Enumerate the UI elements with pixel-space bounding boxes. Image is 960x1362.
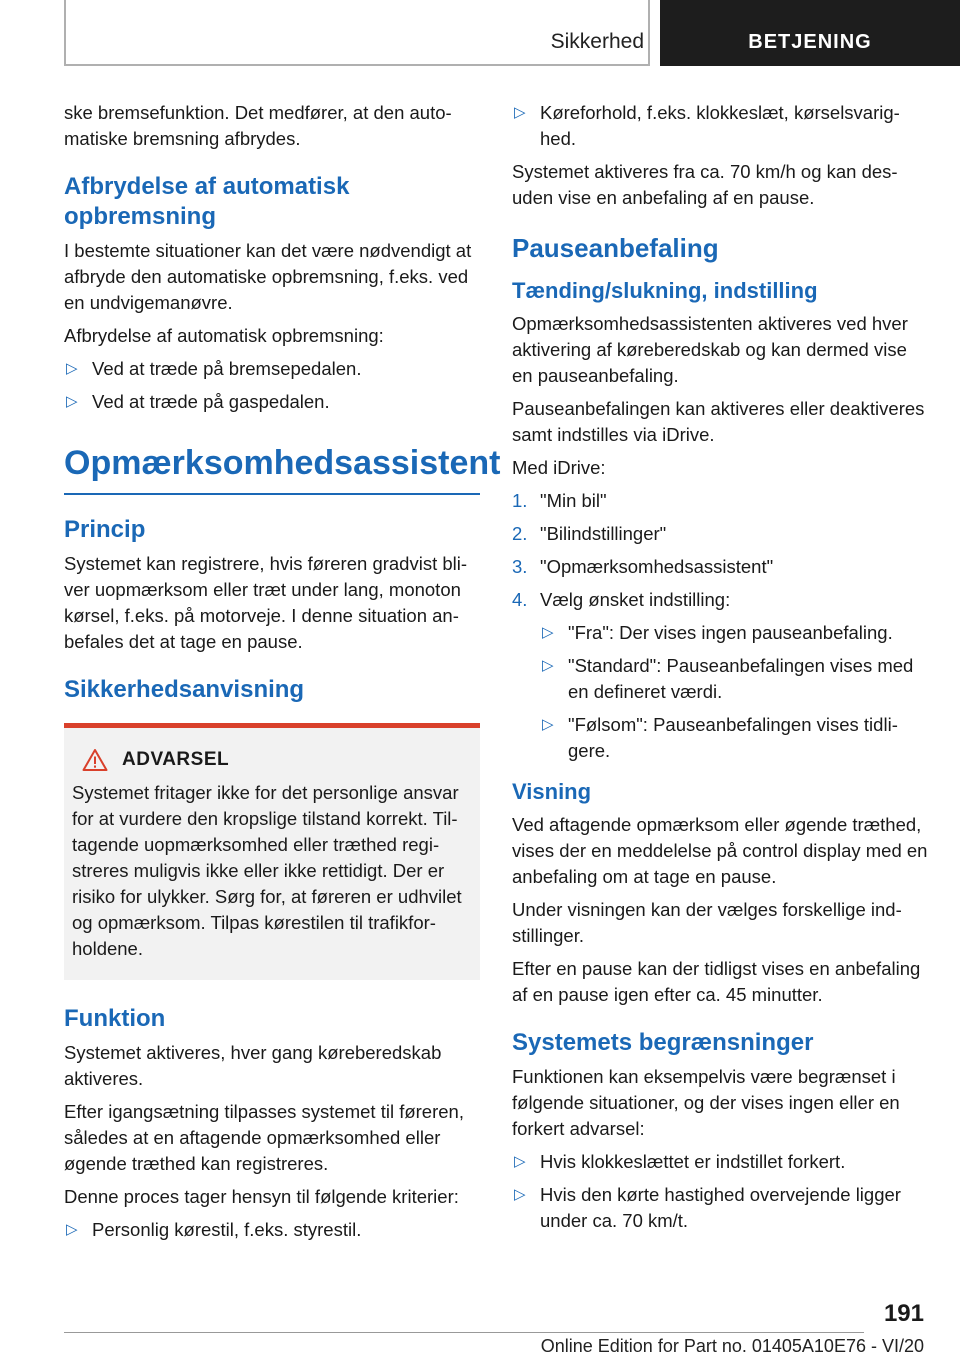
paragraph: Systemet aktiveres fra ca. 70 km/h og kan desuden vise en anbefaling af en pause. xyxy=(512,161,898,208)
paragraph: Ved aftagende opmærksom eller øgende træthed, vises der en meddelelse på control display med en anbefaling om at tage en pause. xyxy=(512,814,928,887)
bullet-list xyxy=(64,356,480,415)
heading-begraensninger: Systemets begrænsninger xyxy=(512,1029,814,1056)
heading-sikkerhed: Sikkerhedsanvisning xyxy=(64,676,305,703)
triangle-right-icon: ▷ xyxy=(66,360,78,377)
list-item: ▷ "Fra": Der vises ingen pauseanbefaling. xyxy=(540,620,928,646)
list-item: ▷ Hvis den kørte hastighed overvejende ligger under ca. 70 km/t. xyxy=(514,1184,901,1231)
chapter-tab: BETJENING xyxy=(660,0,960,66)
edition-text: Online Edition for Part no. 01405A10E76 - VI/20 xyxy=(540,1336,924,1356)
left-column xyxy=(64,100,501,1250)
step-list xyxy=(512,488,928,613)
warning-text: Systemet fritager ikke for det personlige ansvar for at vurdere den kropslige tilstand korrekt. Tiltagende uopmærksomhed eller træthed registreres muligvis ikke eller ikke rettidigt. Der er risiko for ulykker. Sørg for, at føreren er udhvilet og opmærksom. Tilpas kørestilen til trafikforholdene. xyxy=(72,782,462,959)
triangle-right-icon: ▷ xyxy=(514,1153,526,1170)
paragraph: Under visningen kan der vælges forskellige indstillinger. xyxy=(512,899,902,946)
triangle-right-icon: ▷ xyxy=(542,716,554,733)
triangle-right-icon: ▷ xyxy=(66,1221,78,1238)
step-item: 2. "Bilindstillinger" xyxy=(512,523,667,544)
right-column xyxy=(512,100,928,1241)
paragraph: Pauseanbefalingen kan aktiveres eller deaktiveres samt indstilles via iDrive. xyxy=(512,398,925,445)
footer-divider xyxy=(64,1332,864,1333)
step-item: 3. "Opmærksomhedsassistent" xyxy=(512,556,774,577)
section-title: Sikkerhed xyxy=(550,30,644,53)
list-item: ▷ Ved at træde på gaspedalen. xyxy=(64,389,480,415)
warning-box xyxy=(64,723,480,980)
intro-paragraph: ske bremsefunktion. Det medfører, at den automatiske bremsning afbrydes. xyxy=(64,102,452,149)
paragraph: Funktionen kan eksempelvis være begrænset i følgende situationer, og der vises ingen eller en forkert advarsel: xyxy=(512,1066,900,1139)
heading-pauseanbefaling: Pauseanbefaling xyxy=(512,233,719,263)
heading-afbrydelse: Afbrydelse af automatisk opbremsning xyxy=(64,173,350,230)
list-item: ▷ Personlig kørestil, f.eks. styrestil. xyxy=(64,1217,480,1243)
list-item: ▷ "Følsom": Pauseanbefalingen vises tidligere. xyxy=(542,714,898,761)
heading-taending: Tænding/slukning, indstilling xyxy=(512,278,818,303)
paragraph: Efter igangsætning tilpasses systemet til føreren, således at en aftagende opmærksomhed eller øgende træthed kan registreres. xyxy=(64,1101,464,1174)
paragraph: I bestemte situationer kan det være nødvendigt at afbryde den automatiske opbremsning, f.eks. ved en undvigemanøvre. xyxy=(64,240,472,313)
paragraph: Systemet aktiveres, hver gang køreberedskab aktiveres. xyxy=(64,1042,442,1089)
paragraph: Afbrydelse af automatisk opbremsning: xyxy=(64,325,384,346)
warning-header xyxy=(72,748,472,772)
paragraph: Denne proces tager hensyn til følgende kriterier: xyxy=(64,1186,459,1207)
paragraph: Opmærksomhedsassistenten aktiveres ved hver aktivering af køreberedskab og kan dermed vise en pauseanbefaling. xyxy=(512,313,908,386)
bullet-list xyxy=(512,100,928,152)
bullet-list xyxy=(64,1217,480,1243)
chapter-heading: Opmærksomhedsassistent xyxy=(64,441,480,495)
warning-title: ADVARSEL xyxy=(122,749,230,770)
page-footer xyxy=(0,1290,960,1362)
heading-visning: Visning xyxy=(512,779,592,804)
warning-triangle-icon xyxy=(82,748,108,772)
paragraph: Systemet kan registrere, hvis føreren gradvist bliver uopmærksom eller træt under lang, monoton kørsel, f.eks. på motorveje. I denne situation anbefales det at tage en pause. xyxy=(64,553,468,652)
list-item: ▷ Hvis klokkeslættet er indstillet forkert. xyxy=(512,1149,928,1175)
heading-funktion: Funktion xyxy=(64,1005,166,1032)
paragraph: Med iDrive: xyxy=(512,457,606,478)
triangle-right-icon: ▷ xyxy=(514,1186,526,1203)
list-item: ▷ Ved at træde på bremsepedalen. xyxy=(64,356,480,382)
list-item: ▷ "Standard": Pauseanbefalingen vises med en defineret værdi. xyxy=(542,655,914,702)
step-item: 1. "Min bil" xyxy=(512,490,607,511)
nested-bullet-list xyxy=(540,620,928,764)
bullet-list xyxy=(512,1149,928,1234)
triangle-right-icon: ▷ xyxy=(542,657,554,674)
paragraph: Efter en pause kan der tidligst vises en anbefaling af en pause igen efter ca. 45 minutter. xyxy=(512,958,921,1005)
triangle-right-icon: ▷ xyxy=(514,104,526,121)
heading-princip: Princip xyxy=(64,516,146,543)
triangle-right-icon: ▷ xyxy=(542,624,554,641)
step-item: 4. Vælg ønsket indstilling: xyxy=(512,589,731,610)
triangle-right-icon: ▷ xyxy=(66,393,78,410)
list-item: ▷ Køreforhold, f.eks. klokkeslæt, kørselsvarighed. xyxy=(514,102,900,149)
page-number: 191 xyxy=(883,1300,924,1327)
page-header xyxy=(0,0,960,66)
